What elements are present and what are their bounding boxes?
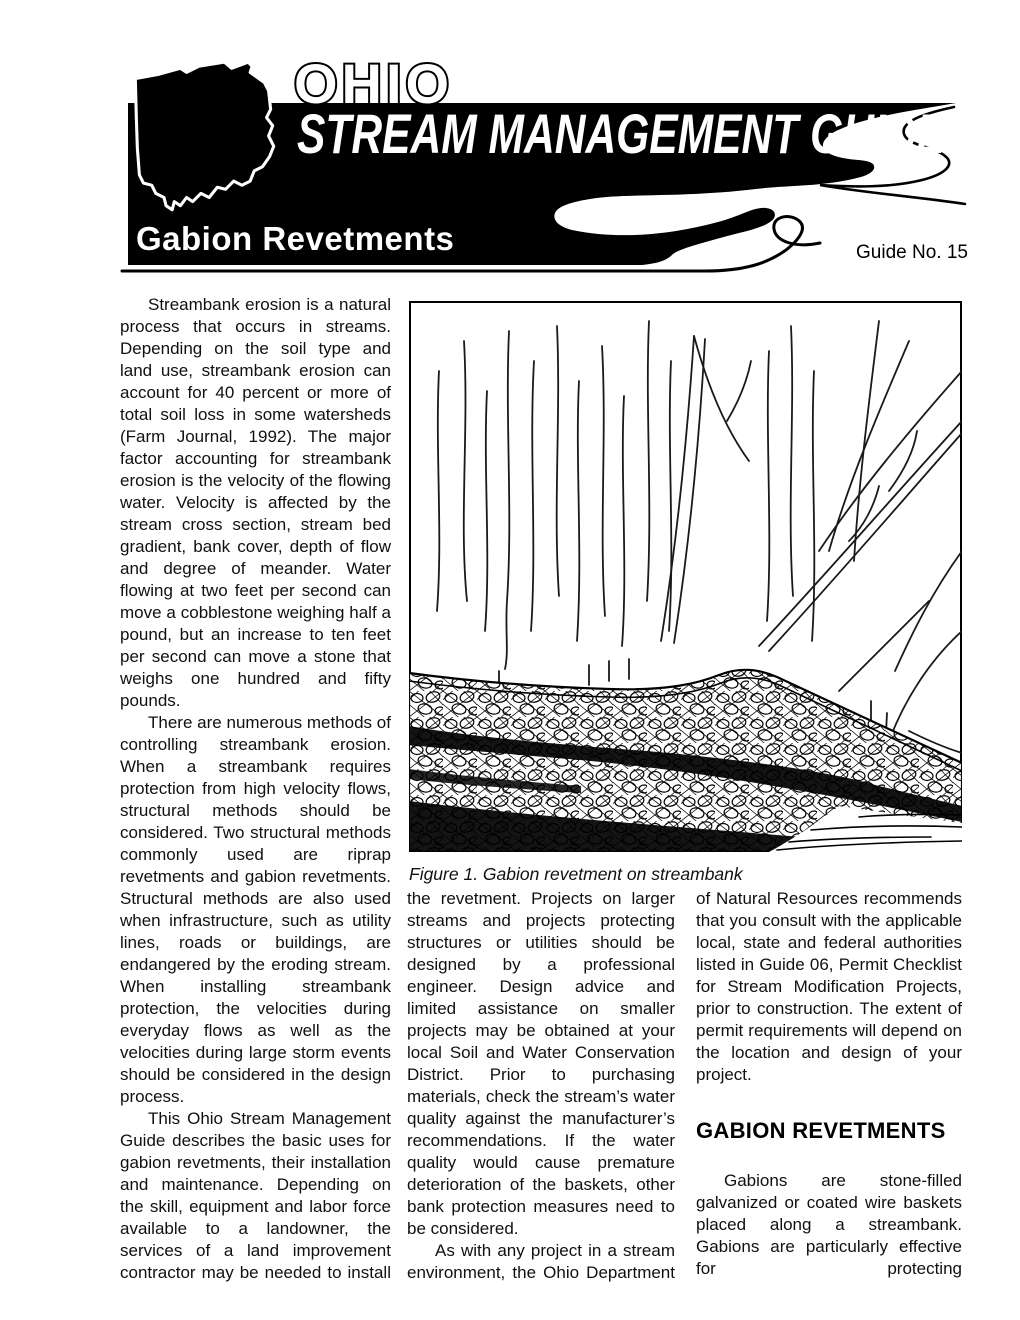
paragraph: the revetment. Projects on larger streams and projects protecting structures or utilities should be designed by a professional engineer. Design advice and limited assistance on smaller projects may be obtained at your local Soil and Water Conservation District. Prior to purchasing materials, check the stream’s water quality against the manufacturer’s recommendations. If the water quality would cause premature deterioration of the baskets, other bank protection measures need to be considered.	[407, 889, 675, 1238]
figure-1	[409, 301, 962, 885]
paragraph: of Natural Resources recommends that you consult with the applicable local, state and federal authorities listed in Guide 06, Permit Checklist for Stream Modification Projects, prior to construction. The extent of permit requirements will depend on the location and design of your project.	[696, 889, 962, 1084]
banner-title: STREAM MANAGEMENT GUIDE	[297, 102, 945, 165]
paragraph: This Ohio Stream Management Guide describes the basic uses for gabion revetments, their installation and maintenance. Depending on the skill, equipment and labor force available to a landowner, the services of a land improvement contractor may be needed to install	[120, 1109, 391, 1282]
text-column-3	[696, 888, 962, 1280]
page-title: Gabion Revetments	[136, 220, 455, 257]
figure-caption: Figure 1. Gabion revetment on streambank	[409, 864, 743, 884]
guide-number: Guide No. 15	[856, 242, 968, 263]
text-column-2	[407, 888, 675, 1284]
paragraph: Streambank erosion is a natural process that occurs in streams. Depending on the soil type and land use, streambank erosion can account for 40 percent or more of total soil loss in some watersheds (Farm Journal, 1992). The major factor accounting for streambank erosion is the velocity of the flowing water. Velocity is affected by the stream cross section, stream bed gradient, bank cover, depth of flow and degree of meander. Water flowing at two feet per second can move a cobblestone weighing half a pound, but an increase to ten feet per second can move a stone that weighs one hundred and fifty pounds.	[120, 295, 391, 710]
ohio-state-logo	[124, 56, 284, 218]
paragraph: There are numerous methods of controlling streambank erosion. When a streambank requires protection from high velocity flows, structural methods should be considered. Two structural methods commonly used are riprap revetments and gabion revetments. Structural methods are also used when infrastructure, such as utility lines, roads or buildings, are endangered by the eroding stream. When installing streambank protection, the velocities during everyday flows as well as the velocities during large storm events should be considered in the design process.	[120, 713, 391, 1106]
section-heading-gabion-revetments: GABION REVETMENTS	[696, 1118, 946, 1143]
ohio-outline-text: OHIO	[294, 52, 454, 115]
streambank-illustration	[409, 301, 962, 852]
paragraph: Gabions are stone-filled galvanized or coated wire baskets placed along a streambank. Gabions are particularly effective for protecting	[696, 1171, 962, 1278]
paragraph: As with any project in a stream environment, the Ohio Department	[407, 1241, 675, 1282]
text-column-1	[120, 294, 391, 1284]
